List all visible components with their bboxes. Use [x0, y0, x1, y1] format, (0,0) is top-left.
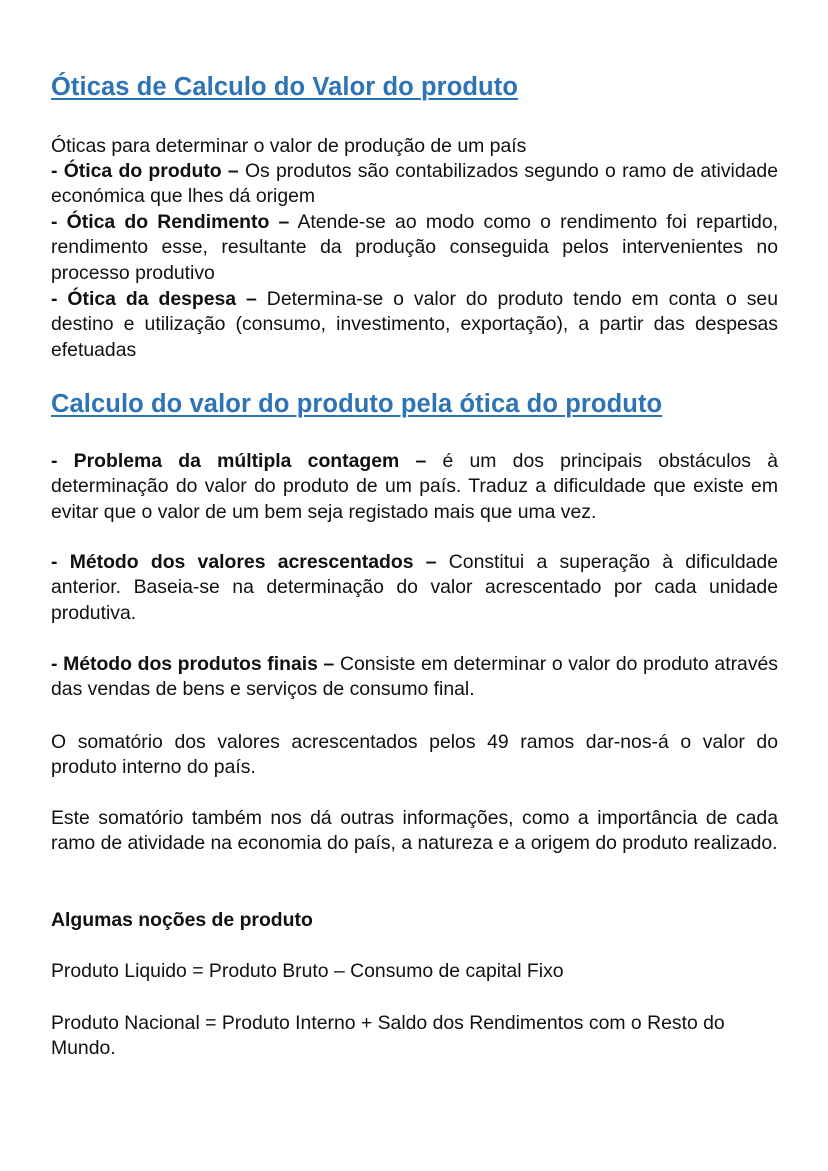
desc-metodo-valores-acrescentados: Constitui a superação à dificuldade anterior. Baseia-se na determinação do valor acrescentado por cada unidade produtiva. [51, 551, 778, 624]
term-problema-multipla-contagem: - Problema da múltipla contagem – [51, 450, 427, 472]
formula-produto-nacional: Produto Nacional = Produto Interno + Saldo dos Rendimentos com o Resto do Mundo. [51, 1012, 725, 1060]
paragraph-oticas-intro [51, 134, 778, 159]
desc-metodo-produtos-finais: Consiste em determinar o valor do produto através das vendas de bens e serviços de consumo final. [51, 653, 778, 701]
heading-oticas-calculo: Óticas de Calculo do Valor do produto [51, 73, 518, 101]
desc-problema-multipla-contagem: é um dos principais obstáculos à determinação do valor do produto de um país. Traduz a dificuldade que existe em evitar que o valor de um bem seja registado mais que uma vez. [51, 450, 779, 523]
subheading-nocoes-produto: Algumas noções de produto [51, 909, 313, 931]
desc-otica-despesa: Determina-se o valor do produto tendo em conta o seu destino e utilização (consumo, investimento, exportação), a partir das despesas efetuadas [51, 288, 778, 361]
term-metodo-produtos-finais: - Método dos produtos finais – [51, 653, 335, 675]
term-otica-despesa: - Ótica da despesa – [51, 288, 257, 310]
paragraph-otica-produto [51, 159, 778, 210]
paragraph-problema-multipla-contagem [51, 449, 778, 525]
desc-otica-produto: Os produtos são contabilizados segundo o ramo de atividade económica que lhes dá origem [51, 160, 778, 208]
paragraph-otica-despesa [51, 287, 778, 363]
oticas-intro-text: Óticas para determinar o valor de produção de um país [51, 135, 527, 157]
formula-produto-liquido: Produto Liquido = Produto Bruto – Consumo de capital Fixo [51, 960, 564, 982]
term-metodo-valores-acrescentados: - Método dos valores acrescentados – [51, 551, 437, 573]
paragraph-otica-rendimento [51, 210, 778, 286]
paragraph-somatorio: O somatório dos valores acrescentados pelos 49 ramos dar-nos-á o valor do produto interno do país. [51, 731, 778, 779]
paragraph-metodo-produtos-finais [51, 652, 778, 703]
heading-calculo-otica-produto: Calculo do valor do produto pela ótica do produto [51, 390, 663, 418]
desc-otica-rendimento: Atende-se ao modo como o rendimento foi repartido, rendimento esse, resultante da produção conseguida pelos intervenientes no processo produtivo [51, 211, 778, 284]
paragraph-este-somatorio: Este somatório também nos dá outras informações, como a importância de cada ramo de atividade na economia do país, a natureza e a origem do produto realizado. [51, 807, 778, 855]
term-otica-rendimento: - Ótica do Rendimento – [51, 211, 290, 233]
term-otica-produto: - Ótica do produto – [51, 160, 239, 182]
paragraph-metodo-valores-acrescentados [51, 550, 778, 626]
